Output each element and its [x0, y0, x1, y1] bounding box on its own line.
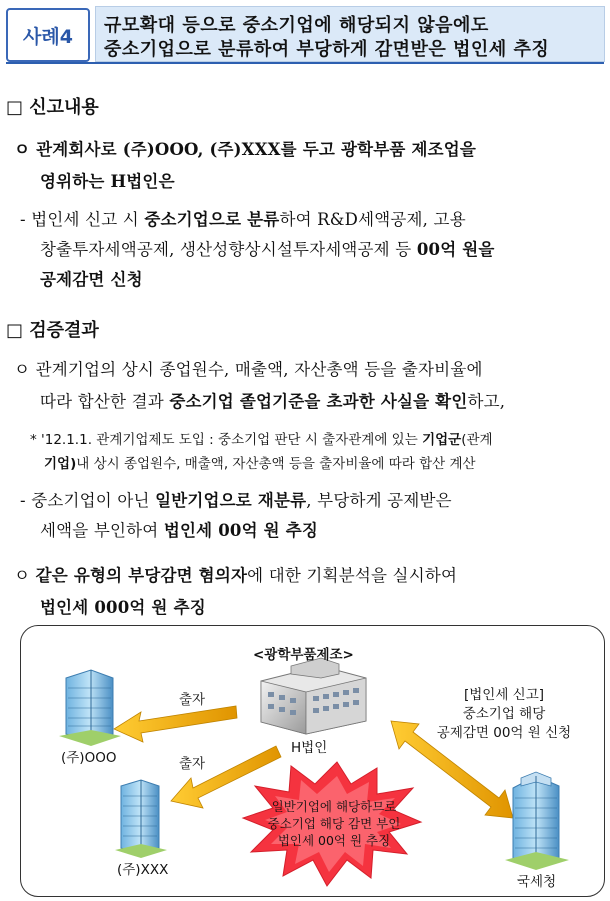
burst-text-line-2: 중소기업 해당 감면 부인 — [267, 816, 401, 831]
header-rule — [6, 62, 604, 64]
text-run: 내 상시 종업원수, 매출액, 자산총액 등을 출자비율에 따라 합산 계산 — [76, 456, 476, 472]
text-run: * '12.1.1. 관계기업제도 도입 : 중소기업 판단 시 출자관계에 있는 — [30, 432, 423, 448]
text-run-bold: 법인세 00억 원 추징 — [163, 521, 319, 540]
report-note — [419, 686, 589, 743]
burst-text — [249, 798, 419, 849]
title-line-1: 규모확대 등으로 중소기업에 해당되지 않음에도 — [104, 15, 489, 36]
report-note-line-1: [법인세 신고] — [463, 687, 545, 703]
report-para-2-line-3: 공제감면 신청 — [40, 270, 143, 289]
case-label-box — [6, 8, 90, 62]
title-box — [95, 6, 605, 62]
tax-office-building-icon — [505, 772, 569, 870]
text-run-bold: 기업군 — [422, 432, 462, 448]
result-para-2-line-1 — [20, 487, 452, 511]
burst-text-line-1: 일반기업에 해당하므로 — [271, 799, 397, 814]
result-para-3-line-1 — [14, 562, 457, 586]
text-run: 에 대한 기획분석을 실시하여 — [247, 566, 458, 585]
text-run-bold: 기업) — [44, 456, 77, 472]
burst-text-line-3: 법인세 00억 원 추징 — [277, 833, 391, 848]
tax-office-label: 국세청 — [517, 874, 557, 890]
company-xxx-building-icon — [115, 780, 167, 858]
invest-label-xxx: 출자 — [179, 756, 206, 772]
text-run-bold: 일반기업으로 재분류 — [155, 491, 307, 510]
text-run-bold: 중소기업 졸업기준을 초과한 사실을 확인 — [169, 392, 468, 411]
text-run-bold: 중소기업으로 분류 — [144, 210, 280, 229]
text-run-bold: 00억 원을 — [416, 240, 495, 259]
h-corp-caption: <광학부품제조> — [253, 647, 354, 663]
case-label: 사례4 — [23, 25, 73, 48]
footnote-line-1 — [30, 428, 493, 448]
result-para-1-line-2 — [40, 388, 505, 412]
section-heading-report: □ 신고내용 — [6, 97, 99, 118]
report-note-line-2: 중소기업 해당 — [462, 706, 546, 722]
text-run: (관계 — [461, 432, 493, 448]
section-heading-result: □ 검증결과 — [6, 320, 99, 341]
report-note-line-3: 공제감면 00억 원 신청 — [436, 725, 572, 741]
text-run: 창출투자세액공제, 생산성향상시설투자세액공제 등 — [40, 240, 417, 259]
company-xxx-label: (주)XXX — [117, 862, 169, 878]
report-para-2-line-1 — [20, 206, 466, 230]
text-run-bold: 같은 유형의 부당감면 혐의자 — [35, 566, 248, 585]
text-run: , 부당하게 공제받은 — [306, 491, 452, 510]
text-run: 하고, — [467, 392, 506, 411]
text-run: 따라 합산한 결과 — [40, 392, 170, 411]
company-ooo-label: (주)OOO — [61, 750, 117, 766]
title-line-2: 중소기업으로 분류하여 부당하게 감면받은 법인세 추징 — [104, 39, 550, 60]
report-para-1-line-2: 영위하는 H법인은 — [40, 172, 175, 191]
result-para-3-line-2: 법인세 000억 원 추징 — [40, 598, 206, 617]
text-run: - 중소기업이 아닌 — [20, 491, 156, 510]
report-para-1-line-1: ㅇ 관계회사로 (주)OOO, (주)XXX를 두고 광학부품 제조업을 — [14, 140, 477, 159]
company-ooo-building-icon — [59, 670, 121, 746]
invest-label-ooo: 출자 — [179, 692, 206, 708]
h-corp-label: H법인 — [291, 740, 328, 756]
result-para-1-line-1: ㅇ 관계기업의 상시 종업원수, 매출액, 자산총액 등을 출자비율에 — [14, 360, 483, 379]
result-para-2-line-2 — [40, 517, 318, 541]
text-run: ㅇ — [14, 566, 36, 585]
report-para-2-line-2 — [40, 236, 495, 260]
h-corp-building-icon — [261, 658, 366, 734]
text-run: 하여 R&D세액공제, 고용 — [279, 210, 466, 229]
case-diagram — [20, 625, 605, 897]
invest-arrow-ooo — [114, 706, 237, 742]
text-run: - 법인세 신고 시 — [20, 210, 145, 229]
text-run: 세액을 부인하여 — [40, 521, 164, 540]
footnote-line-2 — [44, 452, 476, 472]
